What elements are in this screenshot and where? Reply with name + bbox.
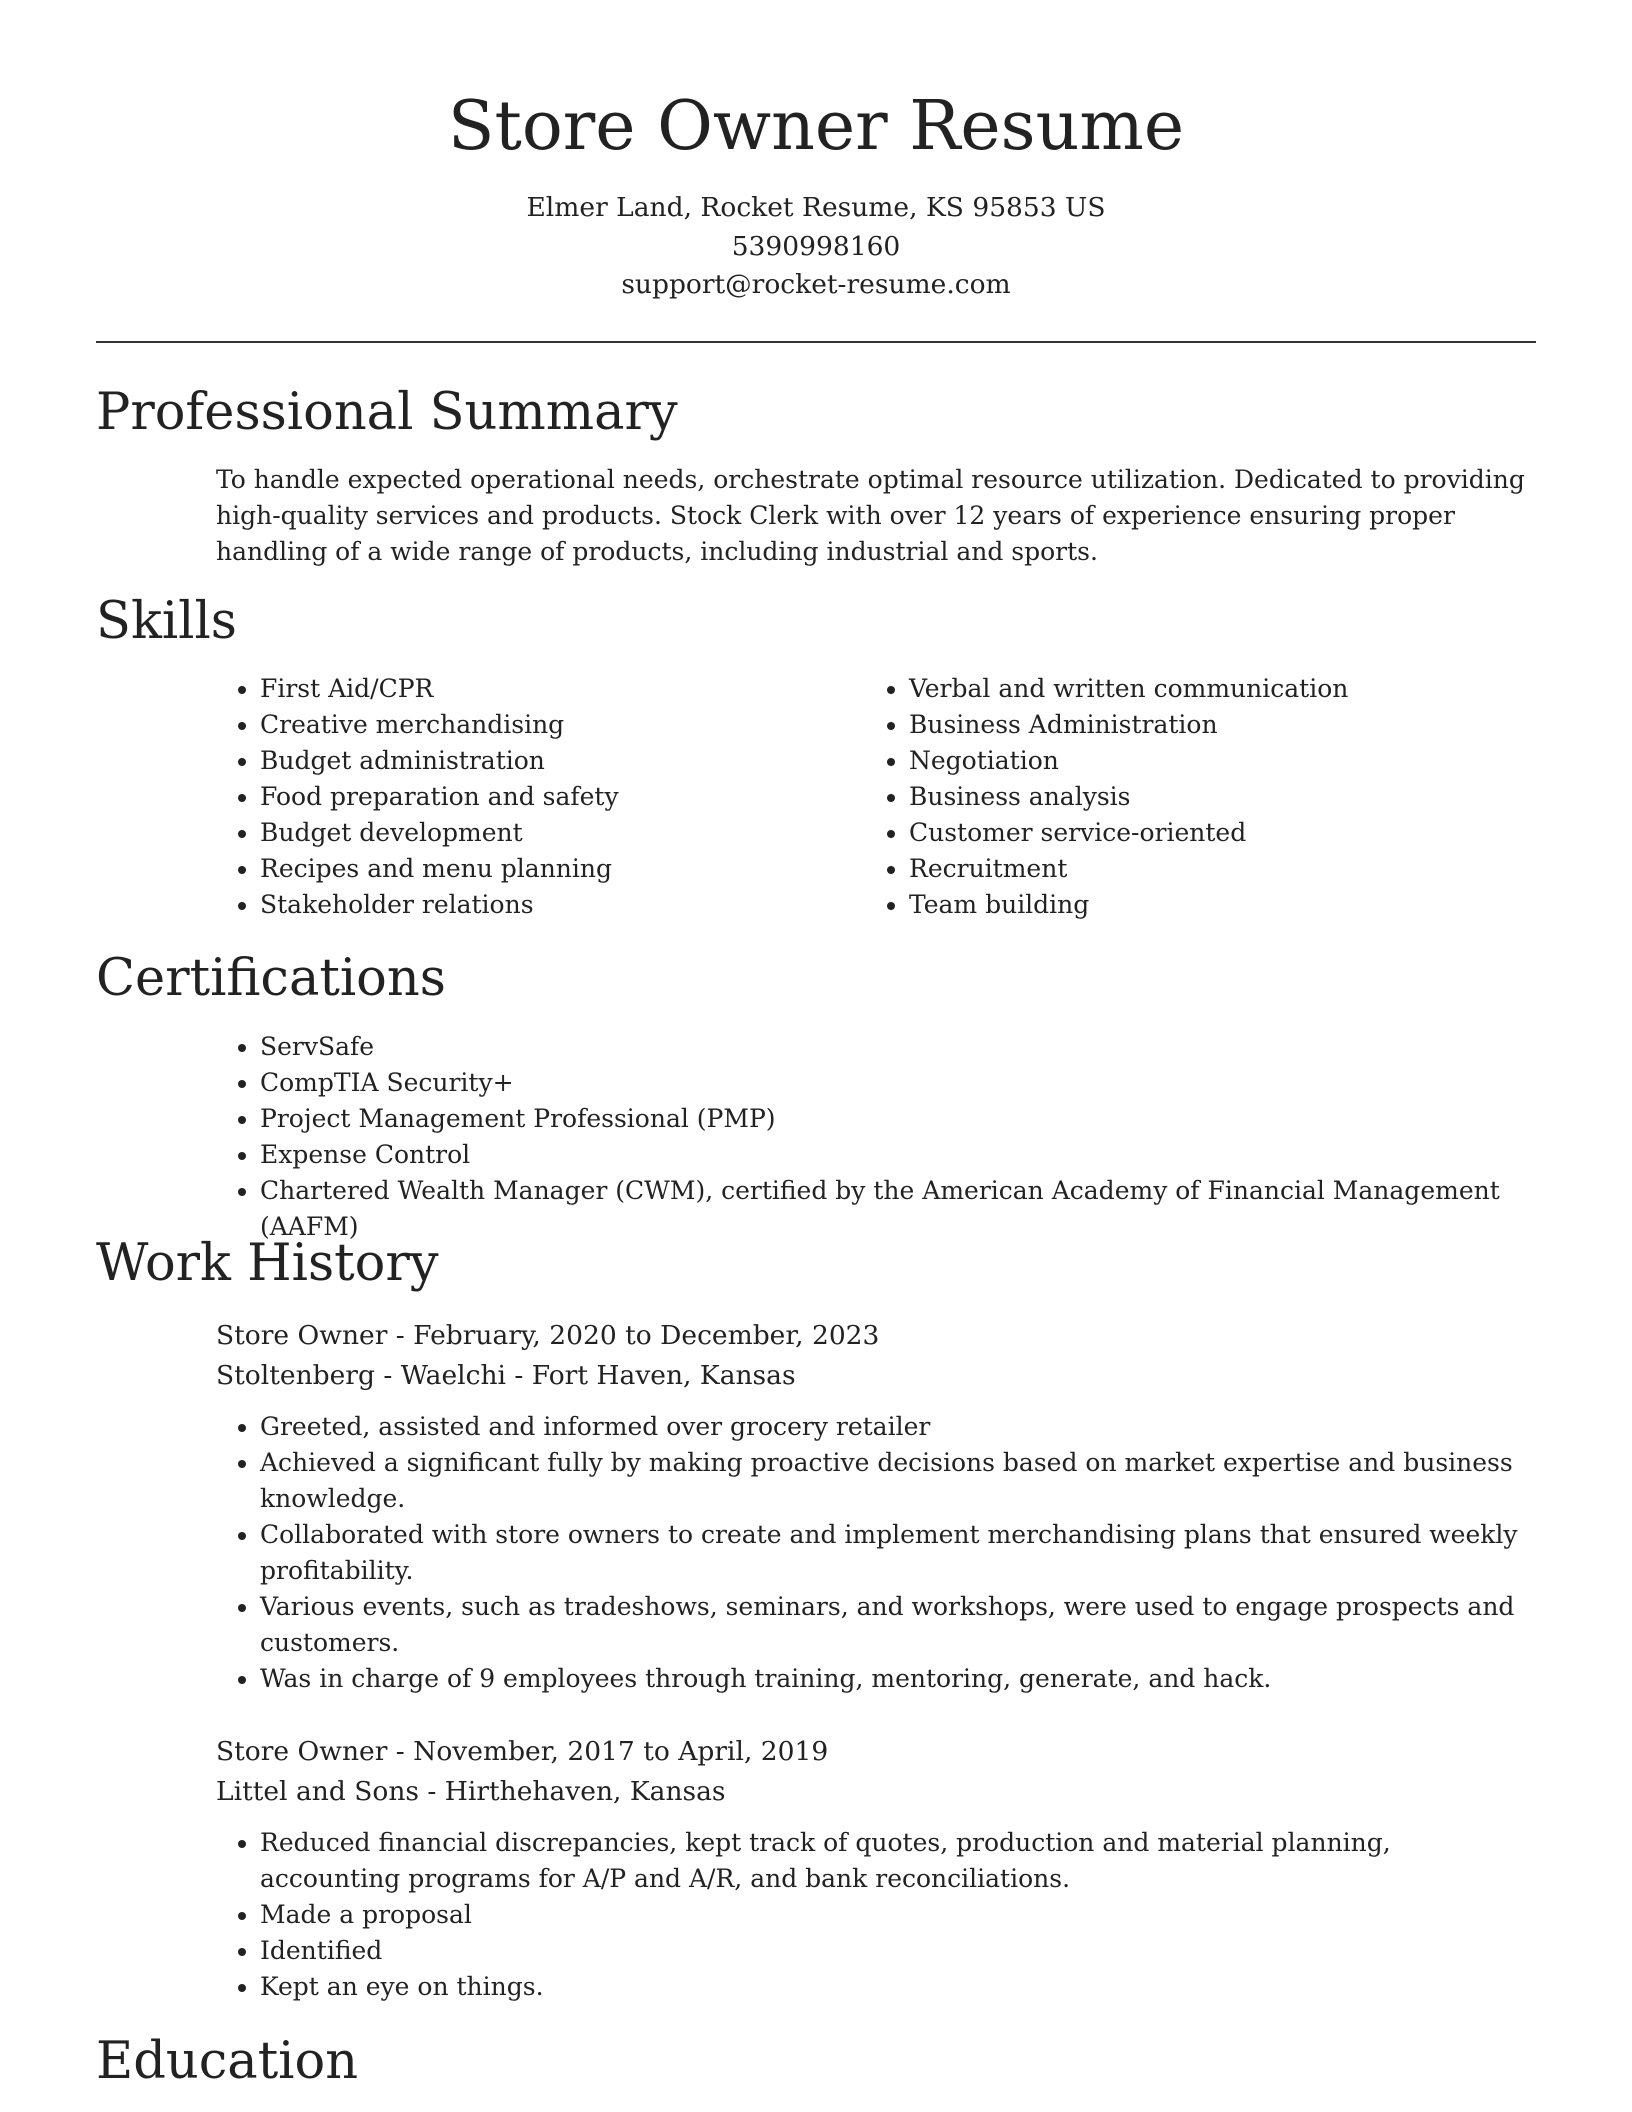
job-bullet: • Kept an eye on things. xyxy=(260,1969,1520,2005)
skill-item: • Stakeholder relations xyxy=(260,887,860,923)
skill-item: • Budget development xyxy=(260,815,860,851)
work-history-heading: Work History xyxy=(96,1234,439,1293)
job-bullet: • Greeted, assisted and informed over grocery retailer xyxy=(260,1409,1520,1445)
skills-list-right xyxy=(865,671,1579,923)
summary-text: To handle expected operational needs, orchestrate optimal resource utilization. Dedicated to providing high-quality services and products. Stock Clerk with over 12 years of experience ensuring proper handling of a wide range of products, including industrial and sports. xyxy=(216,465,1525,566)
skill-item: • Business Administration xyxy=(909,707,1579,743)
contact-phone: 5390998160 xyxy=(731,231,901,262)
certification-item: • Chartered Wealth Manager (CWM), certified by the American Academy of Financial Management (AAFM) xyxy=(260,1173,1580,1245)
job-company-line: Littel and Sons - Hirthehaven, Kansas xyxy=(216,1776,726,1807)
summary-heading: Professional Summary xyxy=(96,383,678,442)
job-company-line: Stoltenberg - Waelchi - Fort Haven, Kansas xyxy=(216,1360,796,1391)
job-bullet: • Identified xyxy=(260,1933,1520,1969)
certification-item: • Expense Control xyxy=(260,1137,1580,1173)
job-title-line: Store Owner - November, 2017 to April, 2019 xyxy=(216,1736,829,1767)
job-bullet: • Collaborated with store owners to create and implement merchandising plans that ensured weekly profitability. xyxy=(260,1517,1520,1589)
certifications-heading: Certifications xyxy=(96,949,446,1008)
skill-item: • Recipes and menu planning xyxy=(260,851,860,887)
job-bullet-list xyxy=(216,1409,1520,1697)
job-bullet: • Was in charge of 9 employees through training, mentoring, generate, and hack. xyxy=(260,1661,1520,1697)
skills-heading: Skills xyxy=(96,592,237,651)
contact-email: support@rocket-resume.com xyxy=(621,269,1011,300)
skill-item: • Food preparation and safety xyxy=(260,779,860,815)
skill-item: • Customer service-oriented xyxy=(909,815,1579,851)
skill-item: • First Aid/CPR xyxy=(260,671,860,707)
skill-item: • Team building xyxy=(909,887,1579,923)
skill-item: • Business analysis xyxy=(909,779,1579,815)
job-bullet-list xyxy=(216,1825,1520,2005)
skill-item: • Budget administration xyxy=(260,743,860,779)
job-bullet: • Reduced financial discrepancies, kept track of quotes, production and material planning, accounting programs for A/P and A/R, and bank reconciliations. xyxy=(260,1825,1520,1897)
header-divider xyxy=(96,341,1536,343)
job-title-line: Store Owner - February, 2020 to December, 2023 xyxy=(216,1320,880,1351)
resume-title: Store Owner Resume xyxy=(447,87,1185,166)
skill-item: • Verbal and written communication xyxy=(909,671,1579,707)
job-bullet: • Various events, such as tradeshows, seminars, and workshops, were used to engage prospects and customers. xyxy=(260,1589,1520,1661)
contact-address: Elmer Land, Rocket Resume, KS 95853 US xyxy=(526,192,1106,223)
certification-item: • CompTIA Security+ xyxy=(260,1065,1580,1101)
certification-item: • ServSafe xyxy=(260,1029,1580,1065)
education-heading: Education xyxy=(96,2032,359,2091)
skills-list-left xyxy=(216,671,860,923)
skill-item: • Recruitment xyxy=(909,851,1579,887)
job-bullet: • Made a proposal xyxy=(260,1897,1520,1933)
skill-item: • Negotiation xyxy=(909,743,1579,779)
certification-item: • Project Management Professional (PMP) xyxy=(260,1101,1580,1137)
job-bullet: • Achieved a significant fully by making proactive decisions based on market expertise and business knowledge. xyxy=(260,1445,1520,1517)
certifications-list xyxy=(216,1029,1580,1245)
skill-item: • Creative merchandising xyxy=(260,707,860,743)
